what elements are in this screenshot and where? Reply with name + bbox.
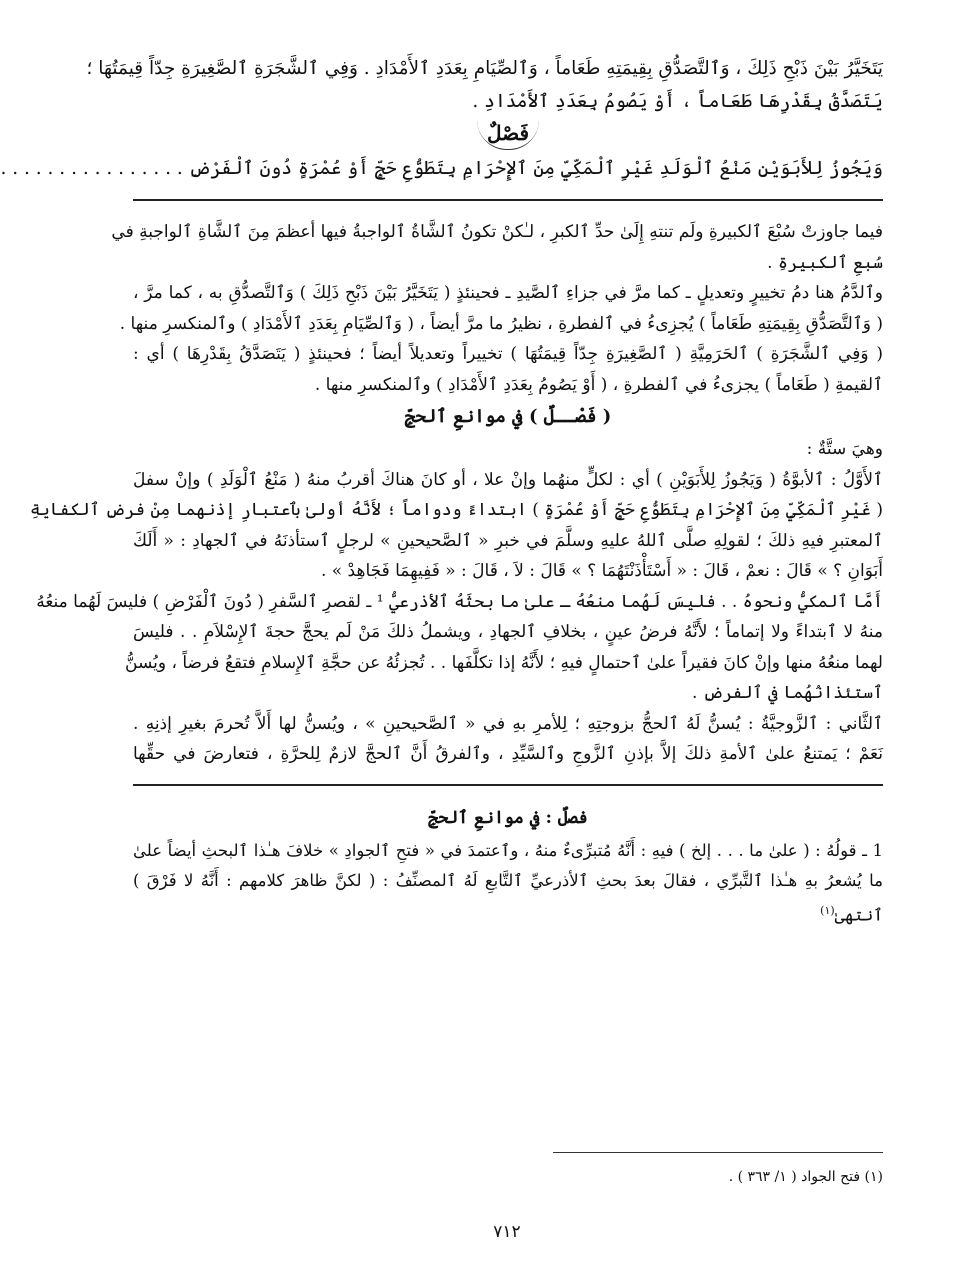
matn-fasl-line: وَيَجُوزُ لِلأَبَوَيْنِ مَنْعُ ٱلْوَلَدِ غَيْرِ ٱلْمَكِّيِّ مِنَ ٱلإِحْرَامِ بِتَطَوُّعِ حَجٍّ أَوْ عُمْرَةٍ دُونَ ٱلْفَرْضِ . . . . . . . . . . . . . . . . bbox=[0, 158, 883, 179]
hashiya-line: 1 ـ قولُهُ : ( علىٰ ما . . . إلخ ) فيهِ : أَنَّهُ مُتبرِّىءٌ منهُ ، وٱعتمدَ في « فتحِ ٱلجوادِ » خلافَ هـٰذا ٱلبحثِ أيضاً علىٰ bbox=[133, 840, 883, 860]
sharh-line: وٱلدَّمُ هنا دمُ تخييرٍ وتعديلٍ ـ كما مرَّ في جزاءِ ٱلصَّيدِ ـ فحينئذٍ ( يَتَخَيَّرُ بَيْنَ ذَبْحِ ذَلِكَ ) وَٱلتَّصدُّقِ به ، كما مرَّ ، bbox=[133, 283, 883, 303]
footnote-ref: (١) bbox=[820, 903, 835, 917]
sharh-line: ٱلقيمةِ ( طَعَاماً ) يجزىءُ في ٱلفطرةِ ، ( أَوْ يَصُومُ بِعَدَدِ ٱلأَمْدَادِ ) وٱلمنكسرِ منها . bbox=[314, 374, 883, 395]
hashiya-divider bbox=[133, 784, 883, 786]
sharh-line: وهيَ ستَّةٌ : bbox=[806, 439, 883, 459]
footnote: (١) فتح الجواد ( ١/ ٣٦٣ ) . bbox=[728, 1169, 883, 1185]
sharh-line: سُبعِ ٱلكبيرةِ . bbox=[767, 252, 883, 273]
matn-line: يَتَصَدَّقُ بِقَدْرِهَا طَعَاماً ، أَوْ يَصُومُ بِعَدَدِ ٱلأَمْدَادِ . bbox=[472, 91, 883, 112]
sharh-line: فيما جاوزتْ سُبْعَ ٱلكبيرةِ ولَم تنتهِ إِلَىٰ حدِّ ٱلكبرِ ، لـٰكنْ تكونُ ٱلشَّاةُ ٱلواجبةُ فيها أعظمَ مِنَ ٱلشَّاةِ ٱلواجبةِ في bbox=[111, 222, 883, 242]
page-number: ٧١٢ bbox=[493, 1222, 521, 1242]
sharh-line: ٱلأَوَّلُ : ٱلأبوَّةُ ( وَيَجُوزُ لِلأَبَوَيْنِ ) أي : لكلٍّ منهُما وإنْ علا ، أو كانَ هناكَ أقربُ منهُ ( مَنْعُ ٱلْوَلَدِ ) وإنْ سفلَ bbox=[133, 469, 883, 490]
sharh-line: ٱلمعتبرِ فيهِ ذلكَ ؛ لقولِهِ صلَّى ٱللهُ عليهِ وسلَّمَ في خبرِ « ٱلصَّحيحينِ » لرجلٍ ٱستأذنَهُ في ٱلجهادِ : « أَلَكَ bbox=[133, 530, 883, 551]
hashiya-block bbox=[133, 800, 883, 926]
page-body bbox=[0, 52, 883, 926]
hashiya-heading: فصلٌ : في موانعِ ٱلحجِّ bbox=[428, 807, 588, 828]
sharh-line: ( غَيْرِ ٱلْمَكِّيِّ مِنَ ٱلإِحْرَامِ بِتَطَوُّعِ حَجٍّ أَوْ عُمْرَةٍ ) ابتداءً ودواماً ؛ لأَنَّهُ أولىٰ بٱعتبارِ إذنهما مِنْ فرضِ ٱلكفايةِ bbox=[29, 500, 883, 520]
sharh-line: أَبَوَانِ ؟ » قَالَ : نعمْ ، قَالَ : « أَسْتَأْذَنْتَهُمَا ؟ » قَالَ : لاَ ، قَالَ : « فَفِيهِمَا فَجَاهِدْ » . bbox=[320, 561, 883, 581]
sharh-line: أَمَّا ٱلمكيُّ ونحوهُ . . فليسَ لَهُما منعُهُ ـ علىٰ ما بحثَهُ ٱلأذرعيُّ ¹ ـ لقصرِ ٱلسَّفرِ ( دُونَ ٱلْفَرْضِ ) فليسَ لَهُما منعُهُ bbox=[36, 591, 883, 612]
section-heading: ( فَصْــلٌ ) في موانعِ ٱلحجِّ bbox=[404, 406, 612, 427]
footnote-divider bbox=[553, 1152, 883, 1153]
sharh-block bbox=[29, 217, 883, 770]
sharh-line: لهما منعُهُ منها وإنْ كانَ فقيراً علىٰ ٱحتمالٍ فيهِ ؛ لأَنَّهُ إذا تكلَّفَها . . تُجزئُهُ عن حجَّةِ ٱلإِسلامِ فتقعُ فرضاً ، ويُسنُّ bbox=[125, 652, 883, 673]
sharh-line: ( وَفِي ٱلشَّجَرَةِ ) ٱلحَرَمِيَّةِ ( ٱلصَّغِيرَةِ جِدّاً قِيمَتُهَا ) تخييراً وتعديلاً أيضاً ؛ فحينئذٍ ( يَتَصَدَّقُ بِقَدْرِهَا ) أي : bbox=[133, 344, 883, 364]
sharh-line: منهُ لا ٱبتداءً ولا إتماماً ؛ لأَنَّهُ فرضُ عينٍ ، بخلافِ ٱلجهادِ ، ويشملُ ذلكَ مَنْ لَم يحجَّ حجةَ ٱلإِسْلاَمِ . . فليسَ bbox=[133, 622, 883, 642]
hashiya-line: ما يُشعرُ بهِ هـٰذا ٱلتَّبرِّي ، فقالَ بعدَ بحثِ ٱلأذرعيِّ ٱلتَّابعِ لَهُ ٱلمصنِّفُ : ( لكنَّ ظاهرَ كلامهم : أَنَّهُ لا فَرْقَ ) bbox=[133, 870, 883, 890]
hashiya-line bbox=[133, 896, 883, 926]
hashiya-line-text: ٱنتهىٰ bbox=[834, 905, 883, 924]
sharh-line: ٱلثَّاني : ٱلزَّوجيَّةُ : يُسنُّ لَهُ ٱلحجُّ بزوجتِهِ ؛ لِلأمرِ بهِ في « ٱلصَّحيحينِ » ، ويُسنُّ لها أَلاَّ تُحرمَ بغيرِ إذنِهِ . bbox=[133, 713, 883, 734]
matn-line: يَتَخَيَّرُ بَيْنَ ذَبْحِ ذَلِكَ ، وَٱلتَّصَدُّقِ بِقِيمَتِهِ طَعَاماً ، وَٱلصِّيَامِ بِعَدَدِ ٱلأَمْدَادِ . وَفِي ٱلشَّجَرَةِ ٱلصَّغِيرَةِ جِدّاً قِيمَتُهَا ؛ bbox=[86, 58, 883, 79]
fasl-label: فَصْلٌ bbox=[477, 120, 539, 150]
section-divider bbox=[133, 199, 883, 201]
sharh-line: ( وَٱلتَّصَدُّقِ بِقِيمَتِهِ طَعَاماً ) يُجزِىءُ في ٱلفطرةِ ، نظيرُ ما مرَّ أيضاً ، ( وَٱلصِّيَامِ بِعَدَدِ ٱلأَمْدَادِ ) وٱلمنكسرِ منها . bbox=[119, 313, 883, 334]
fasl-ornament bbox=[133, 120, 883, 150]
sharh-line: نَعَمْ ؛ يَمتنعُ علىٰ ٱلأمةِ ذلكَ إلاَّ بإذنِ ٱلزَّوجِ وٱلسَّيِّدِ ، وٱلفرقُ أَنَّ ٱلحجَّ لازمٌ لِلحرَّةِ ، فتعارضَ في حقِّها bbox=[133, 744, 883, 764]
sharh-line: ٱستئذانُهُما في ٱلفرضِ . bbox=[692, 683, 883, 703]
matn-block bbox=[0, 52, 883, 185]
